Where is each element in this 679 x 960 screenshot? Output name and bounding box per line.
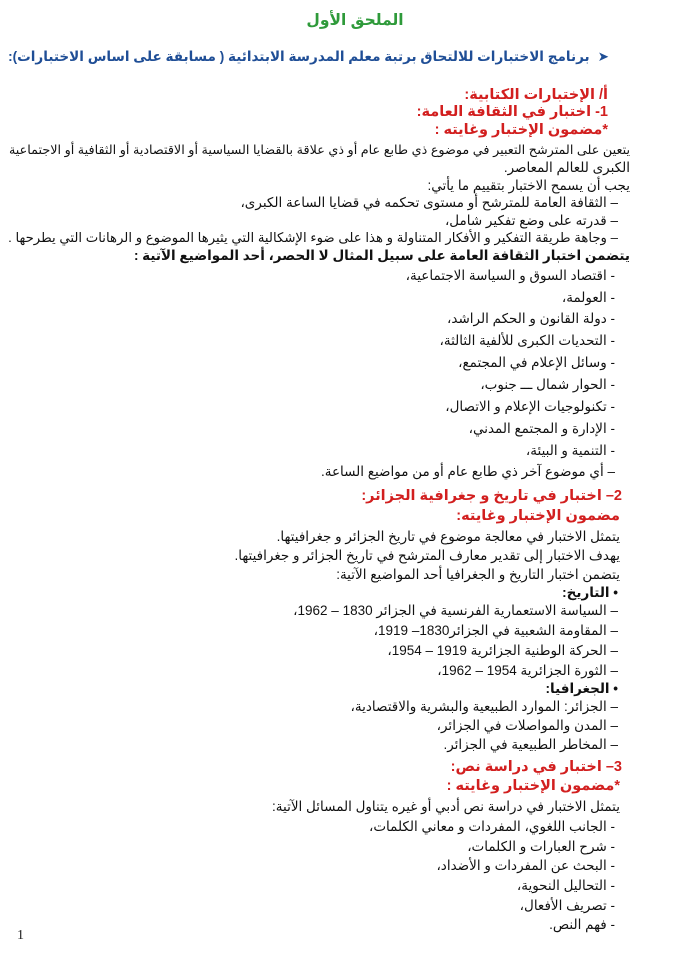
topic-item: – أي موضوع آخر ذي طابع عام أو من مواضيع الساعة. — [320, 464, 615, 479]
text-study-item: - شرح العبارات و الكلمات، — [467, 839, 615, 854]
topic-item: - وسائل الإعلام في المجتمع، — [458, 355, 615, 370]
section2-line: يتمثل الاختبار في معالجة موضوع في تاريخ الجزائر و جغرافيتها. — [276, 529, 620, 544]
topics-intro: يتضمن اختبار الثقافة العامة على سبيل المثال لا الحصر، أحد المواضيع الآتية : — [133, 248, 630, 263]
section2-line: يهدف الاختبار إلى تقدير معارف المترشح في تاريخ الجزائر و جغرافيتها. — [234, 548, 620, 563]
page-number: 1 — [17, 928, 24, 943]
geography-item: – المخاطر الطبيعية في الجزائر. — [443, 737, 618, 752]
section1-intro-line1: يتعين على المترشح التعبير في موضوع ذي طابع عام أو ذي علاقة بالقضايا السياسية أو الاقتصادية أو الثقافية أو الاجتماعية — [8, 142, 630, 157]
topic-item: - اقتصاد السوق و السياسة الاجتماعية، — [405, 268, 615, 283]
history-item: – المقاومة الشعبية في الجزائر1830– 1919، — [373, 623, 618, 638]
geography-item: – المدن والمواصلات في الجزائر، — [436, 718, 618, 733]
topic-item: - العولمة، — [561, 290, 615, 305]
evaluation-item: – الثقافة العامة للمترشح أو مستوى تحكمه في قضايا الساعة الكبرى، — [240, 195, 618, 210]
section2-line: يتضمن اختبار التاريخ و الجغرافيا أحد المواضيع الآتية: — [336, 567, 620, 582]
topic-item: - تكنولوجيات الإعلام و الاتصال، — [445, 399, 615, 414]
section2-heading: 2– اختبار في تاريخ و جغرافية الجزائر: — [361, 488, 622, 504]
text-study-item: - فهم النص. — [549, 917, 615, 932]
page-title: الملحق الأول — [306, 12, 404, 29]
text-study-item: - التحاليل النحوية، — [516, 878, 615, 893]
topic-item: - التنمية و البيئة، — [525, 443, 615, 458]
evaluation-item: – قدرته على وضع تفكير شامل، — [444, 213, 618, 228]
section3-heading: 3– اختبار في دراسة نص: — [450, 759, 622, 775]
section1-heading: 1- اختبار في الثقافة العامة: — [416, 104, 608, 120]
section3-intro: يتمثل الاختبار في دراسة نص أدبي أو غيره يتناول المسائل الآتية: — [272, 799, 620, 814]
text-study-item: - البحث عن المفردات و الأضداد، — [436, 858, 615, 873]
section1-content-heading: *مضمون الإختبار وغايته : — [434, 122, 608, 138]
geography-item: – الجزائر: الموارد الطبيعية والبشرية والاقتصادية، — [350, 699, 618, 714]
topic-item: - الإدارة و المجتمع المدني، — [468, 421, 615, 436]
evaluation-intro: يجب أن يسمح الاختبار بتقييم ما يأتي: — [427, 178, 630, 193]
section3-content-heading: *مضمون الإختبار وغايته : — [446, 778, 620, 794]
text-study-item: - تصريف الأفعال، — [519, 898, 615, 913]
history-item: – الحركة الوطنية الجزائرية 1919 – 1954، — [387, 643, 618, 658]
section1-intro-line2: الكبرى للعالم المعاصر. — [503, 160, 630, 175]
section2-content-heading: مضمون الإختبار وغايته: — [456, 508, 620, 524]
evaluation-item: – وجاهة طريقة التفكير و الأفكار المتناولة و هذا على ضوء الإشكالية التي يثيرها الموضوع و الرهانات التي يطرحها . — [8, 230, 618, 245]
program-subtitle — [8, 47, 609, 67]
topic-item: - التحديات الكبرى للألفية الثالثة، — [439, 333, 615, 348]
arrowhead-bullet-icon: ➤ — [597, 49, 609, 64]
history-label: • التاريخ: — [562, 585, 618, 600]
topic-item: - دولة القانون و الحكم الراشد، — [447, 311, 615, 326]
history-item: – السياسة الاستعمارية الفرنسية في الجزائر 1830 – 1962، — [293, 603, 618, 618]
topic-item: - الحوار شمال ـــ جنوب، — [480, 377, 615, 392]
geography-label: • الجغرافيا: — [545, 681, 618, 696]
history-item: – الثورة الجزائرية 1954 – 1962، — [437, 663, 618, 678]
text-study-item: - الجانب اللغوي، المفردات و معاني الكلمات، — [368, 819, 615, 834]
subtitle-text: برنامج الاختبارات للالتحاق برتبة معلم المدرسة الابتدائية ( مسابقة على اساس الاختبارات): — [8, 49, 590, 64]
part-a-heading: أ/ الإختبارات الكتابية: — [464, 87, 608, 103]
